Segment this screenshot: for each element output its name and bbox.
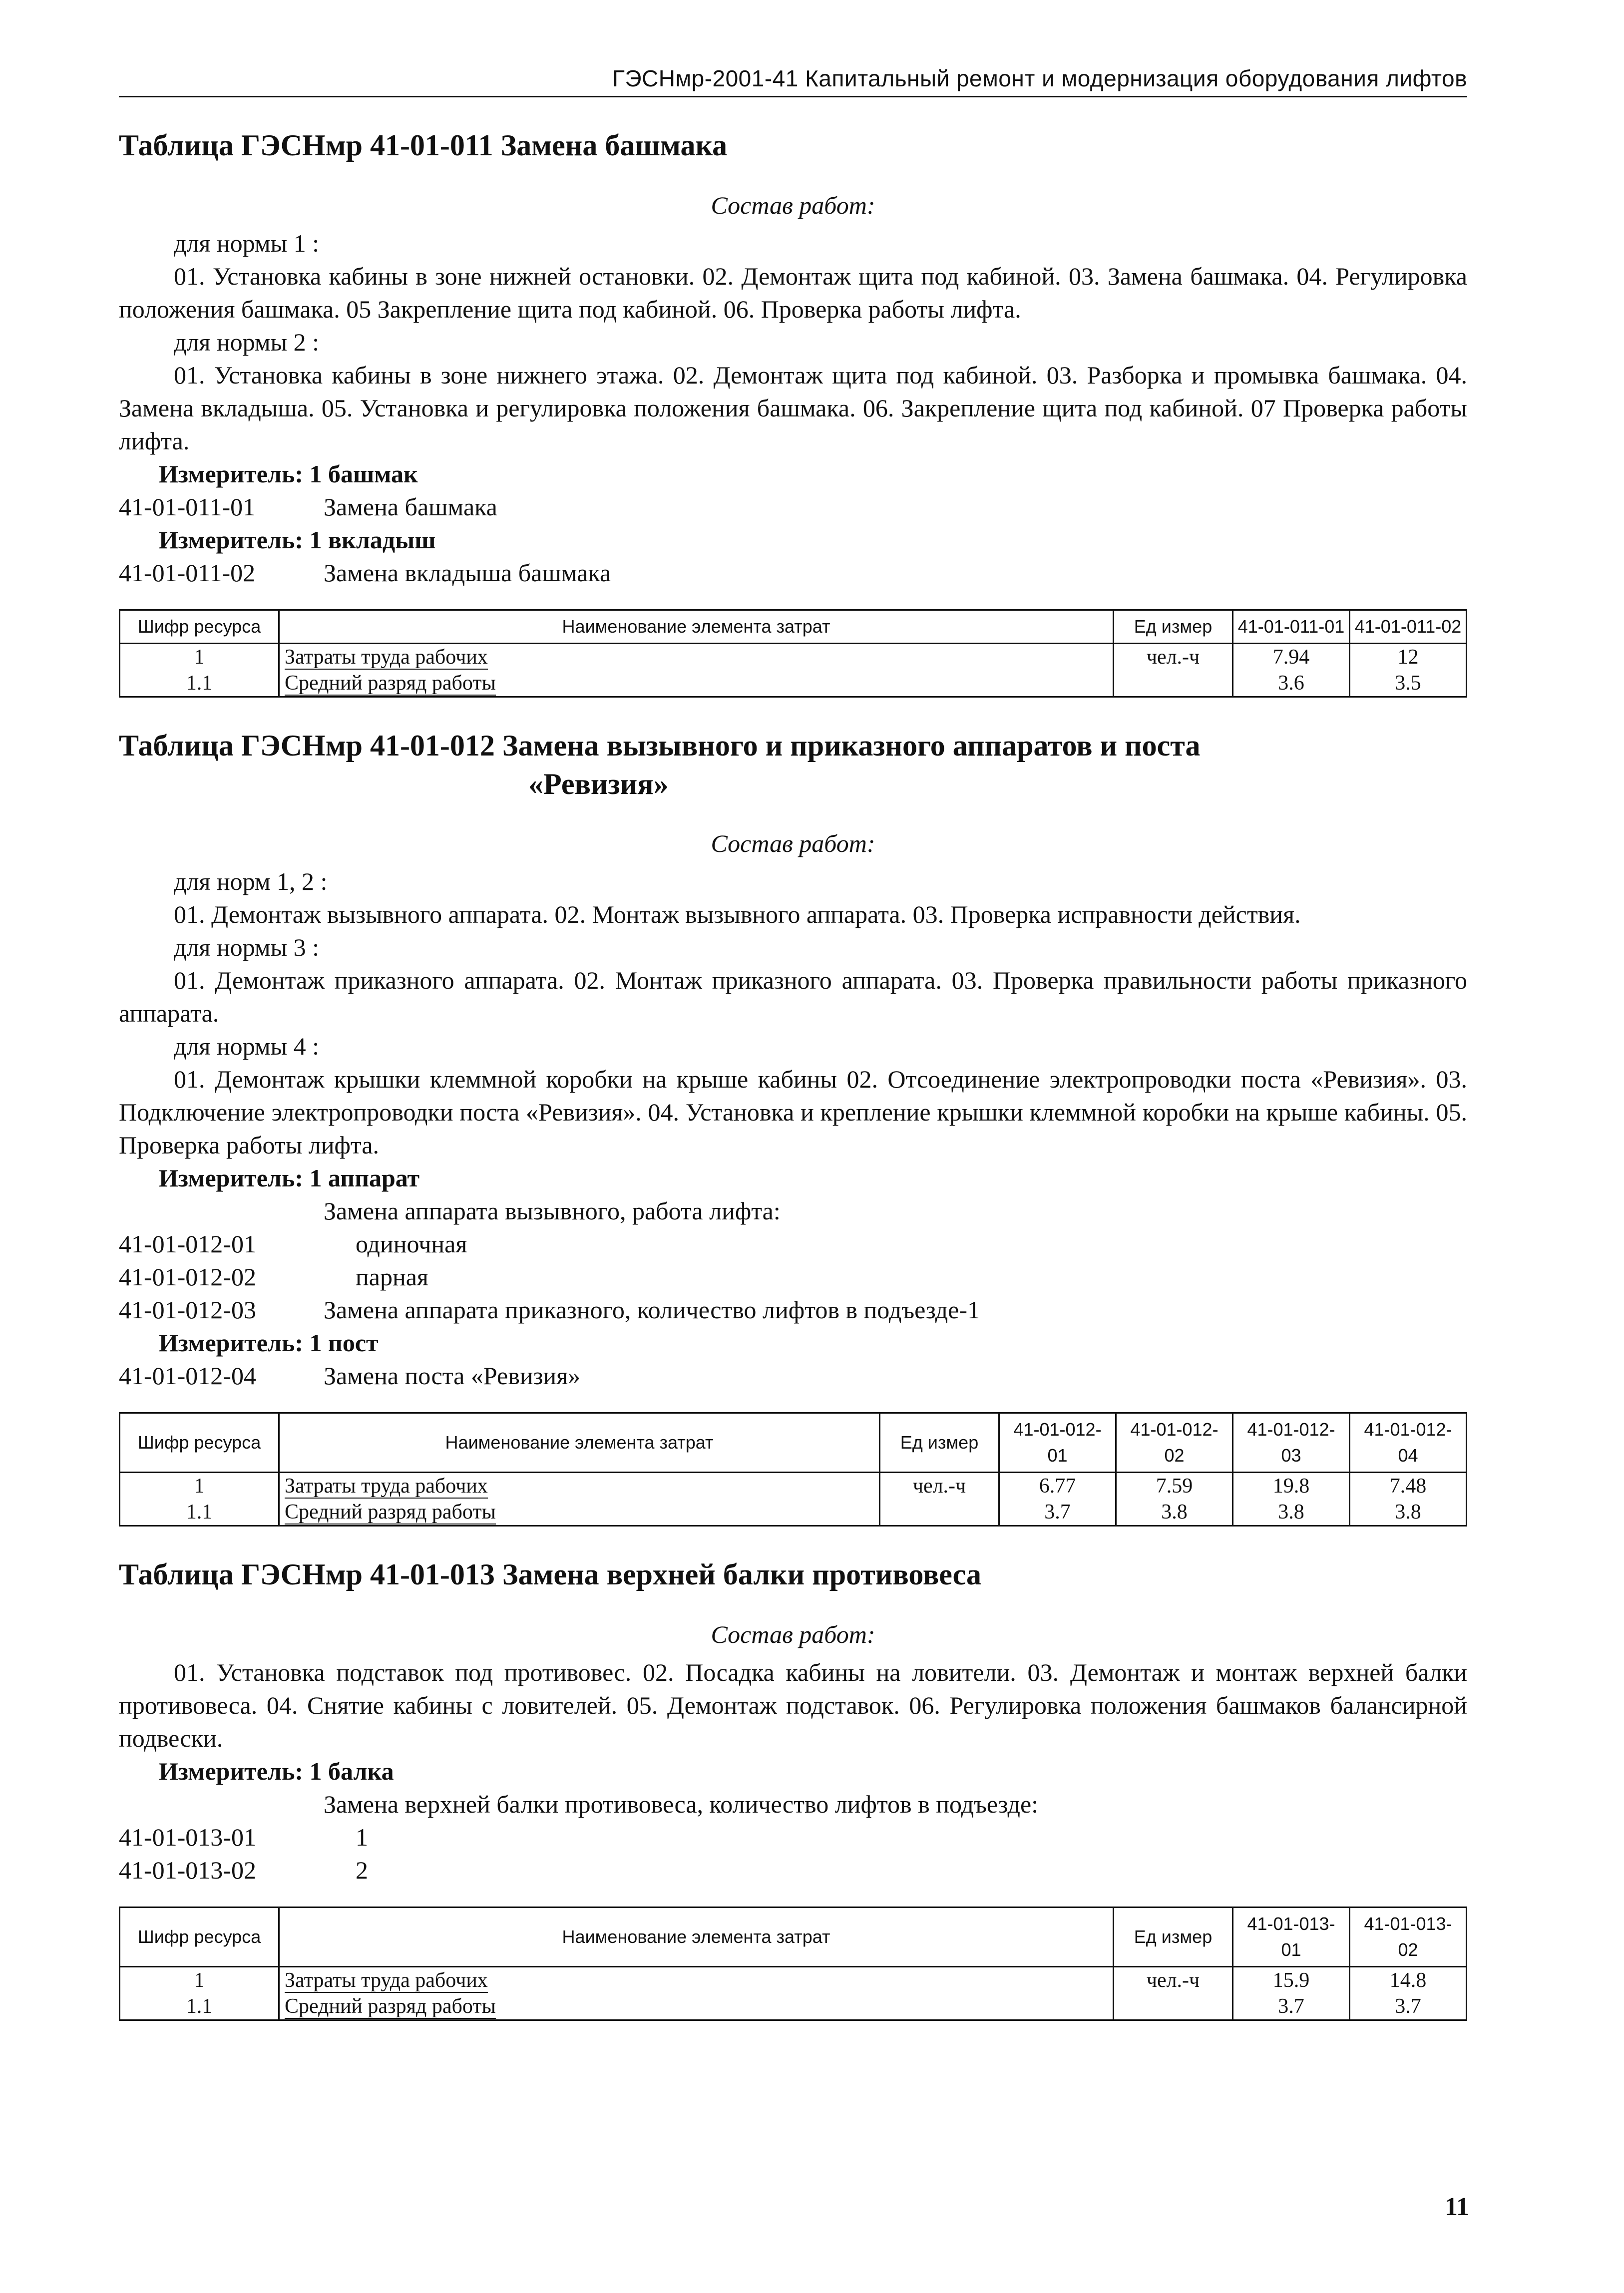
- norm-description: одиночная: [356, 1230, 467, 1258]
- table-cell: 7.48: [1350, 1473, 1467, 1500]
- col-header-norm: 41-01-012-04: [1350, 1413, 1467, 1473]
- table-cell: чел.-ч: [1114, 1967, 1233, 1994]
- norm-code-line: [119, 1821, 1467, 1854]
- table-cell: [1114, 670, 1233, 697]
- section-title: [119, 727, 1467, 803]
- table-cell: [279, 1473, 880, 1500]
- section-41-01-013: [119, 1555, 1467, 2021]
- table-cell: 3.7: [1233, 1993, 1350, 2020]
- col-header-name: Наименование элемента затрат: [279, 610, 1114, 643]
- table-cell: 19.8: [1233, 1473, 1350, 1500]
- col-header-name: Наименование элемента затрат: [279, 1413, 880, 1473]
- table-cell: 14.8: [1350, 1967, 1467, 1994]
- table-cell: чел.-ч: [1114, 643, 1233, 670]
- table-cell: 1.1: [120, 1993, 279, 2020]
- running-header: ГЭСНмр-2001-41 Капитальный ремонт и модернизация оборудования лифтов: [119, 65, 1467, 97]
- section-title: Таблица ГЭСНмр 41-01-013 Замена верхней балки противовеса: [119, 1558, 981, 1591]
- norm-label: для нормы 4 :: [174, 1032, 320, 1061]
- table-cell: 3.6: [1233, 670, 1350, 697]
- col-header-norm: 41-01-012-03: [1233, 1413, 1350, 1473]
- table-cell: [279, 670, 1114, 697]
- col-header-norm: 41-01-011-02: [1350, 610, 1467, 643]
- table-cell: 1.1: [120, 1499, 279, 1526]
- col-header-unit: Ед измер: [880, 1413, 999, 1473]
- table-cell: 3.7: [1350, 1993, 1467, 2020]
- table-cell: [1114, 1993, 1233, 2020]
- norm-label: для нормы 2 :: [174, 328, 320, 356]
- norm-code: 41-01-012-03: [119, 1296, 256, 1324]
- norm-description: парная: [356, 1263, 428, 1291]
- table-cell: [279, 643, 1114, 670]
- section-title: Таблица ГЭСНмр 41-01-011 Замена башмака: [119, 129, 728, 162]
- table-cell: чел.-ч: [880, 1473, 999, 1500]
- col-header-unit: Ед измер: [1114, 610, 1233, 643]
- col-header-code: Шифр ресурса: [120, 1413, 279, 1473]
- cell-text: Средний разряд работы: [285, 671, 496, 695]
- norm-code-line: [119, 1293, 1467, 1326]
- norm-code: 41-01-012-02: [119, 1263, 256, 1291]
- norm-description: 2: [356, 1856, 368, 1885]
- measure-label: Измеритель: 1 балка: [159, 1757, 394, 1786]
- table-row: [120, 670, 1467, 697]
- col-header-unit: Ед измер: [1114, 1908, 1233, 1967]
- norm-label: для норм 1, 2 :: [174, 867, 328, 896]
- norm-code: 41-01-011-02: [119, 558, 256, 587]
- norm-code-line: [119, 1227, 1467, 1260]
- norm-description: Замена вкладыша башмака: [324, 558, 611, 587]
- norm-description: 1: [356, 1823, 368, 1852]
- table-cell: 6.77: [999, 1473, 1116, 1500]
- table-cell: 7.94: [1233, 643, 1350, 670]
- norm-code: 41-01-013-01: [119, 1823, 256, 1852]
- cell-text: Затраты труда рабочих: [285, 1475, 488, 1498]
- work-description: 01. Установка подставок под противовес. 02. Посадка кабины на ловители. 03. Демонтаж и монтаж верхней балки противовеса. 04. Снятие кабины с ловителей. 05. Демонтаж подставок. 06. Регулировка положения башмаков балансирной подвески.: [119, 1658, 1467, 1753]
- table-cell: 15.9: [1233, 1967, 1350, 1994]
- table-cell: 1: [120, 643, 279, 670]
- section-title-main: Таблица ГЭСНмр 41-01-012 Замена вызывного и приказного аппаратов и поста: [119, 729, 1201, 762]
- resource-table: [119, 609, 1467, 698]
- table-row: [120, 643, 1467, 670]
- document-page: [119, 65, 1467, 2021]
- norm-description: Замена башмака: [324, 492, 497, 521]
- col-header-norm: 41-01-011-01: [1233, 610, 1350, 643]
- table-row: [120, 1967, 1467, 1994]
- measure-label: Измеритель: 1 аппарат: [159, 1164, 420, 1192]
- table-cell: 1: [120, 1967, 279, 1994]
- norm-code: 41-01-012-01: [119, 1230, 256, 1258]
- col-header-norm: 41-01-013-01: [1233, 1908, 1350, 1967]
- work-description: 01. Демонтаж крышки клеммной коробки на крыше кабины 02. Отсоединение электропроводки поста «Ревизия». 03. Подключение электропроводки поста «Ревизия». 04. Установка и крепление крышки клеммной коробки на крыше кабины. 05. Проверка работы лифта.: [119, 1065, 1467, 1159]
- norm-description: Замена аппарата приказного, количество лифтов в подъезде-1: [324, 1296, 980, 1324]
- table-cell: 12: [1350, 643, 1467, 670]
- table-row: [120, 1473, 1467, 1500]
- table-cell: 3.7: [999, 1499, 1116, 1526]
- measure-label: Измеритель: 1 башмак: [159, 459, 418, 488]
- table-cell: [279, 1499, 880, 1526]
- table-row: [120, 1993, 1467, 2020]
- measure-label: Измеритель: 1 вкладыш: [159, 525, 436, 554]
- cell-text: Средний разряд работы: [285, 1995, 496, 2018]
- cell-text: Затраты труда рабочих: [285, 1969, 488, 1992]
- col-header-code: Шифр ресурса: [120, 610, 279, 643]
- cell-text: Затраты труда рабочих: [285, 645, 488, 669]
- norm-code: 41-01-012-04: [119, 1362, 256, 1390]
- norm-code-line: [119, 1854, 1467, 1887]
- table-cell: 1: [120, 1473, 279, 1500]
- norm-code-line: [119, 1359, 1467, 1392]
- col-header-code: Шифр ресурса: [120, 1908, 279, 1967]
- section-41-01-011: [119, 126, 1467, 698]
- table-row: [120, 1499, 1467, 1526]
- sostav-label: Состав работ:: [711, 829, 875, 858]
- norm-label: для нормы 3 :: [174, 933, 320, 962]
- work-description: 01. Демонтаж приказного аппарата. 02. Монтаж приказного аппарата. 03. Проверка правильности работы приказного аппарата.: [119, 966, 1467, 1028]
- resource-table: [119, 1907, 1467, 2021]
- norm-code-line: [119, 490, 1467, 523]
- work-description: 01. Демонтаж вызывного аппарата. 02. Монтаж вызывного аппарата. 03. Проверка исправности действия.: [174, 900, 1301, 929]
- norm-label: для нормы 1 :: [174, 229, 320, 257]
- sub-heading: Замена верхней балки противовеса, количество лифтов в подъезде:: [324, 1790, 1039, 1819]
- table-cell: 3.8: [1116, 1499, 1233, 1526]
- table-cell: 3.8: [1233, 1499, 1350, 1526]
- work-description: 01. Установка кабины в зоне нижнего этажа. 02. Демонтаж щита под кабиной. 03. Разборка и промывка башмака. 04. Замена вкладыша. 05. Установка и регулировка положения башмака. 06. Закрепление щита под кабиной. 07 Проверка работы лифта.: [119, 361, 1467, 455]
- table-cell: 7.59: [1116, 1473, 1233, 1500]
- col-header-name: Наименование элемента затрат: [279, 1908, 1114, 1967]
- section-41-01-012: [119, 727, 1467, 1527]
- page-number: 11: [1444, 2193, 1469, 2221]
- sostav-label: Состав работ:: [711, 1620, 875, 1649]
- table-cell: [279, 1993, 1114, 2020]
- col-header-norm: 41-01-013-02: [1350, 1908, 1467, 1967]
- norm-code: 41-01-013-02: [119, 1856, 256, 1885]
- col-header-norm: 41-01-012-01: [999, 1413, 1116, 1473]
- col-header-norm: 41-01-012-02: [1116, 1413, 1233, 1473]
- resource-table: [119, 1412, 1467, 1527]
- table-cell: [880, 1499, 999, 1526]
- sostav-label: Состав работ:: [711, 191, 875, 219]
- norm-code-line: [119, 556, 1467, 589]
- sub-heading: Замена аппарата вызывного, работа лифта:: [324, 1197, 781, 1225]
- section-title-continuation: «Ревизия»: [528, 767, 669, 800]
- table-cell: 1.1: [120, 670, 279, 697]
- norm-code-line: [119, 1260, 1467, 1293]
- table-cell: 3.8: [1350, 1499, 1467, 1526]
- table-cell: 3.5: [1350, 670, 1467, 697]
- cell-text: Средний разряд работы: [285, 1501, 496, 1524]
- norm-description: Замена поста «Ревизия»: [324, 1362, 581, 1390]
- work-description: 01. Установка кабины в зоне нижней остановки. 02. Демонтаж щита под кабиной. 03. Замена башмака. 04. Регулировка положения башмака. 05 Закрепление щита под кабиной. 06. Проверка работы лифта.: [119, 262, 1467, 323]
- norm-code: 41-01-011-01: [119, 492, 256, 521]
- table-cell: [279, 1967, 1114, 1994]
- measure-label: Измеритель: 1 пост: [159, 1329, 379, 1357]
